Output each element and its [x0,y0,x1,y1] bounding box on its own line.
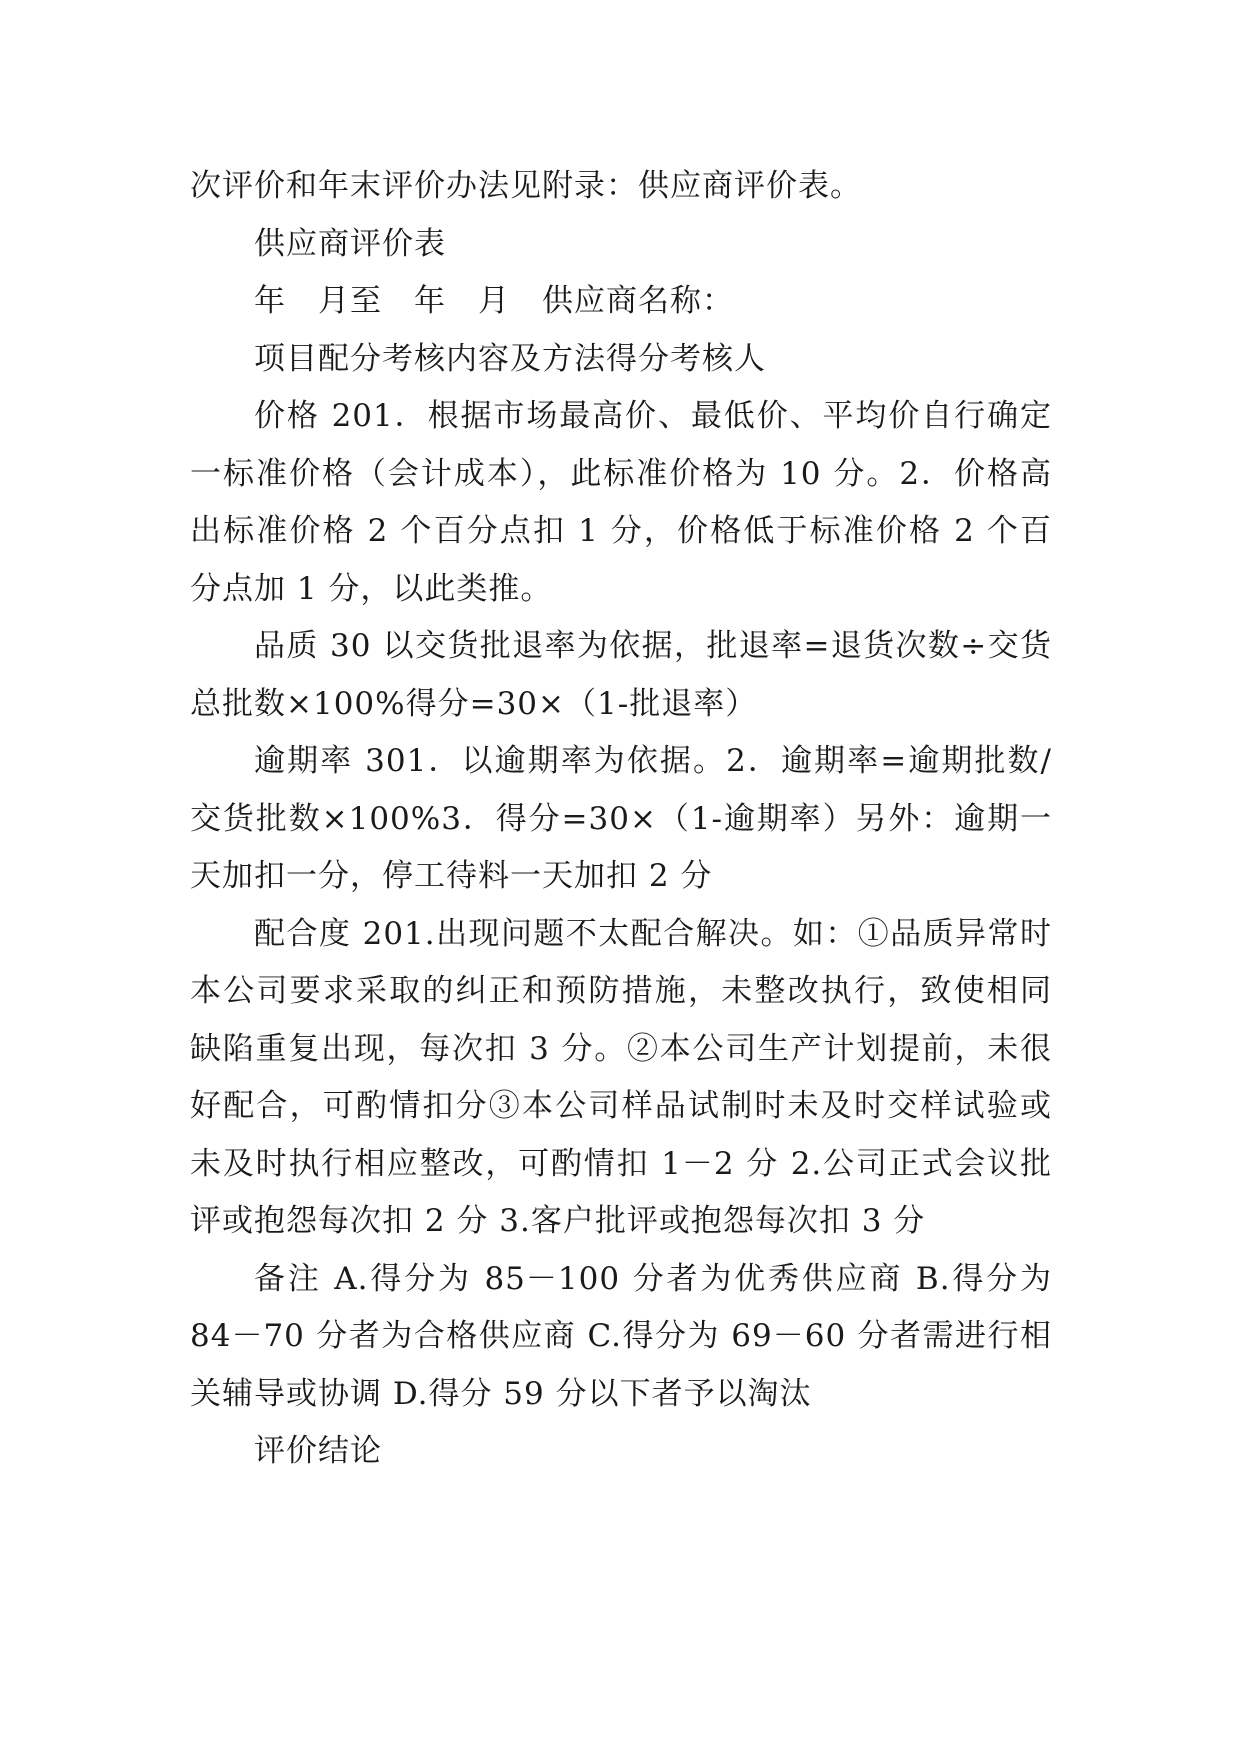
document-body [190,158,1052,1481]
paragraph-table-header: 项目配分考核内容及方法得分考核人 [254,340,766,377]
paragraph-table-title: 供应商评价表 [254,225,446,262]
paragraph-overdue-rate: 逾期率 301．以逾期率为依据。2．逾期率=逾期批数/交货批数×100%3．得分=30×（1-逾期率）另外：逾期一天加扣一分，停工待料一天加扣 2 分 [190,743,1052,894]
paragraph-intro-continuation: 次评价和年末评价办法见附录：供应商评价表。 [190,168,862,204]
paragraph-quality: 品质 30 以交货批退率为依据，批退率=退货次数÷交货总批数×100%得分=30×（1-批退率） [190,628,1052,722]
paragraph-remarks: 备注 A.得分为 85－100 分者为优秀供应商 B.得分为 84－70 分者为合格供应商 C.得分为 69－60 分者需进行相关辅导或协调 D.得分 59 分以下者予以淘汰 [190,1260,1052,1412]
paragraph-period-supplier: 年 月至 年 月 供应商名称： [254,283,734,319]
paragraph-cooperation: 配合度 201.出现问题不太配合解决。如：①品质异常时本公司要求采取的纠正和预防措施，未整改执行，致使相同缺陷重复出现，每次扣 3 分。②本公司生产计划提前，未很好配合，可酌情扣分③本公司样品试制时未及时交样试验或未及时执行相应整改，可酌情扣 1－2 分 2.公司正式会议批评或抱怨每次扣 2 分 3.客户批评或抱怨每次扣 3 分 [190,915,1052,1239]
paragraph-conclusion: 评价结论 [254,1433,382,1469]
paragraph-price: 价格 201．根据市场最高价、最低价、平均价自行确定一标准价格（会计成本），此标准价格为 10 分。2．价格高出标准价格 2 个百分点扣 1 分，价格低于标准价格 2 个百分点加 1 分，以此类推。 [190,398,1052,607]
